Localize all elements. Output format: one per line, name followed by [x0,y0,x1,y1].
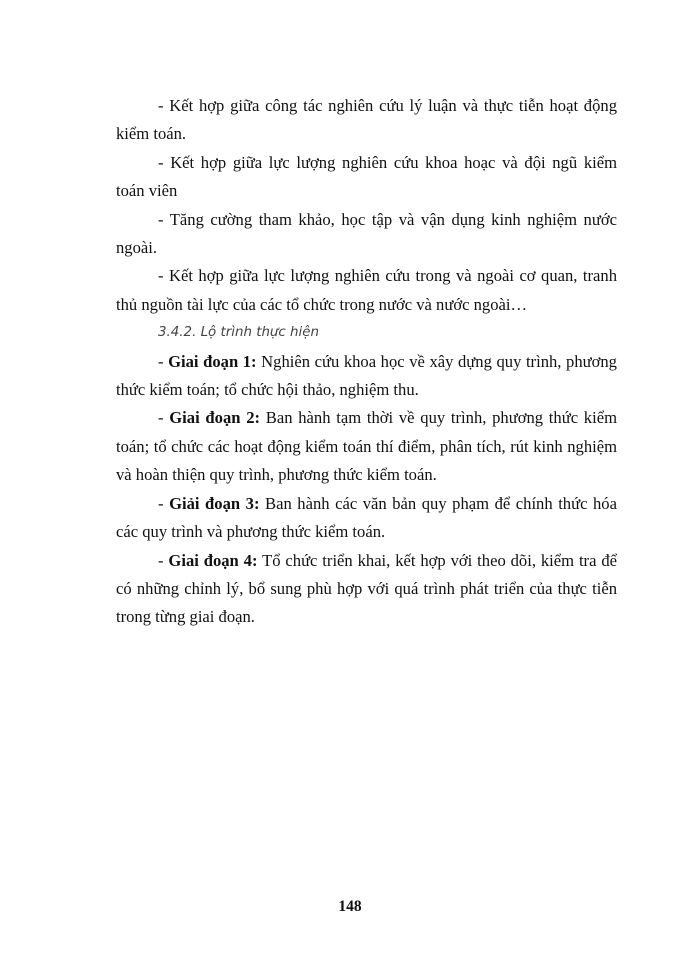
stage-paragraph-1 [116,348,617,405]
stage-label: Giai đoạn 4: [168,550,258,570]
stage-label: Giai đoạn 2: [169,408,261,428]
bullet-paragraph-4: - Kết hợp giữa lực lượng nghiên cứu trong và ngoài cơ quan, tranh thủ nguồn tài lực của các tổ chức trong nước và nước ngoài… [116,266,617,314]
stage-dash: - [158,351,169,371]
stage-dash: - [158,408,170,428]
bullet-paragraph-3: - Tăng cường tham khảo, học tập và vận dụng kinh nghiệm nước ngoài. [116,209,617,258]
stage-dash: - [158,550,169,570]
stage-text: Nghiên cứu khoa học về xây dựng quy trình, phương thức kiểm toán; tổ chức hội thảo, nghiệm thu. [116,351,617,400]
section-heading: 3.4.2. Lộ trình thực hiện [158,325,319,341]
stage-paragraph-2 [116,404,617,489]
bullet-paragraph-1: - Kết hợp giữa công tác nghiên cứu lý luận và thực tiễn hoạt động kiểm toán. [116,96,617,144]
stage-dash: - [158,493,170,513]
stage-text: Tổ chức triển khai, kết hợp với theo dõi, kiểm tra để có những chỉnh lý, bổ sung phù hợp với quá trình phát triển của thực tiễn trong từng giai đoạn. [116,550,617,627]
stage-label: Giai đoạn 1: [168,351,257,371]
page-number: 148 [338,898,362,915]
stage-label: Giải đoạn 3: [169,493,260,513]
stage-paragraph-4 [116,547,617,632]
bullet-paragraph-2: - Kết hợp giữa lực lượng nghiên cứu khoa hoạc và đội ngũ kiểm toán viên [116,152,617,201]
stage-text: Ban hành các văn bản quy phạm để chính thức hóa các quy trình và phương thức kiểm toán. [116,493,617,542]
stage-paragraph-3 [116,490,617,547]
stage-text: Ban hành tạm thời về quy trình, phương thức kiểm toán; tổ chức các hoạt động kiểm toán thí điểm, phân tích, rút kinh nghiệm và hoàn thiện quy trình, phương thức kiểm toán. [116,408,617,485]
page-body [116,92,617,632]
